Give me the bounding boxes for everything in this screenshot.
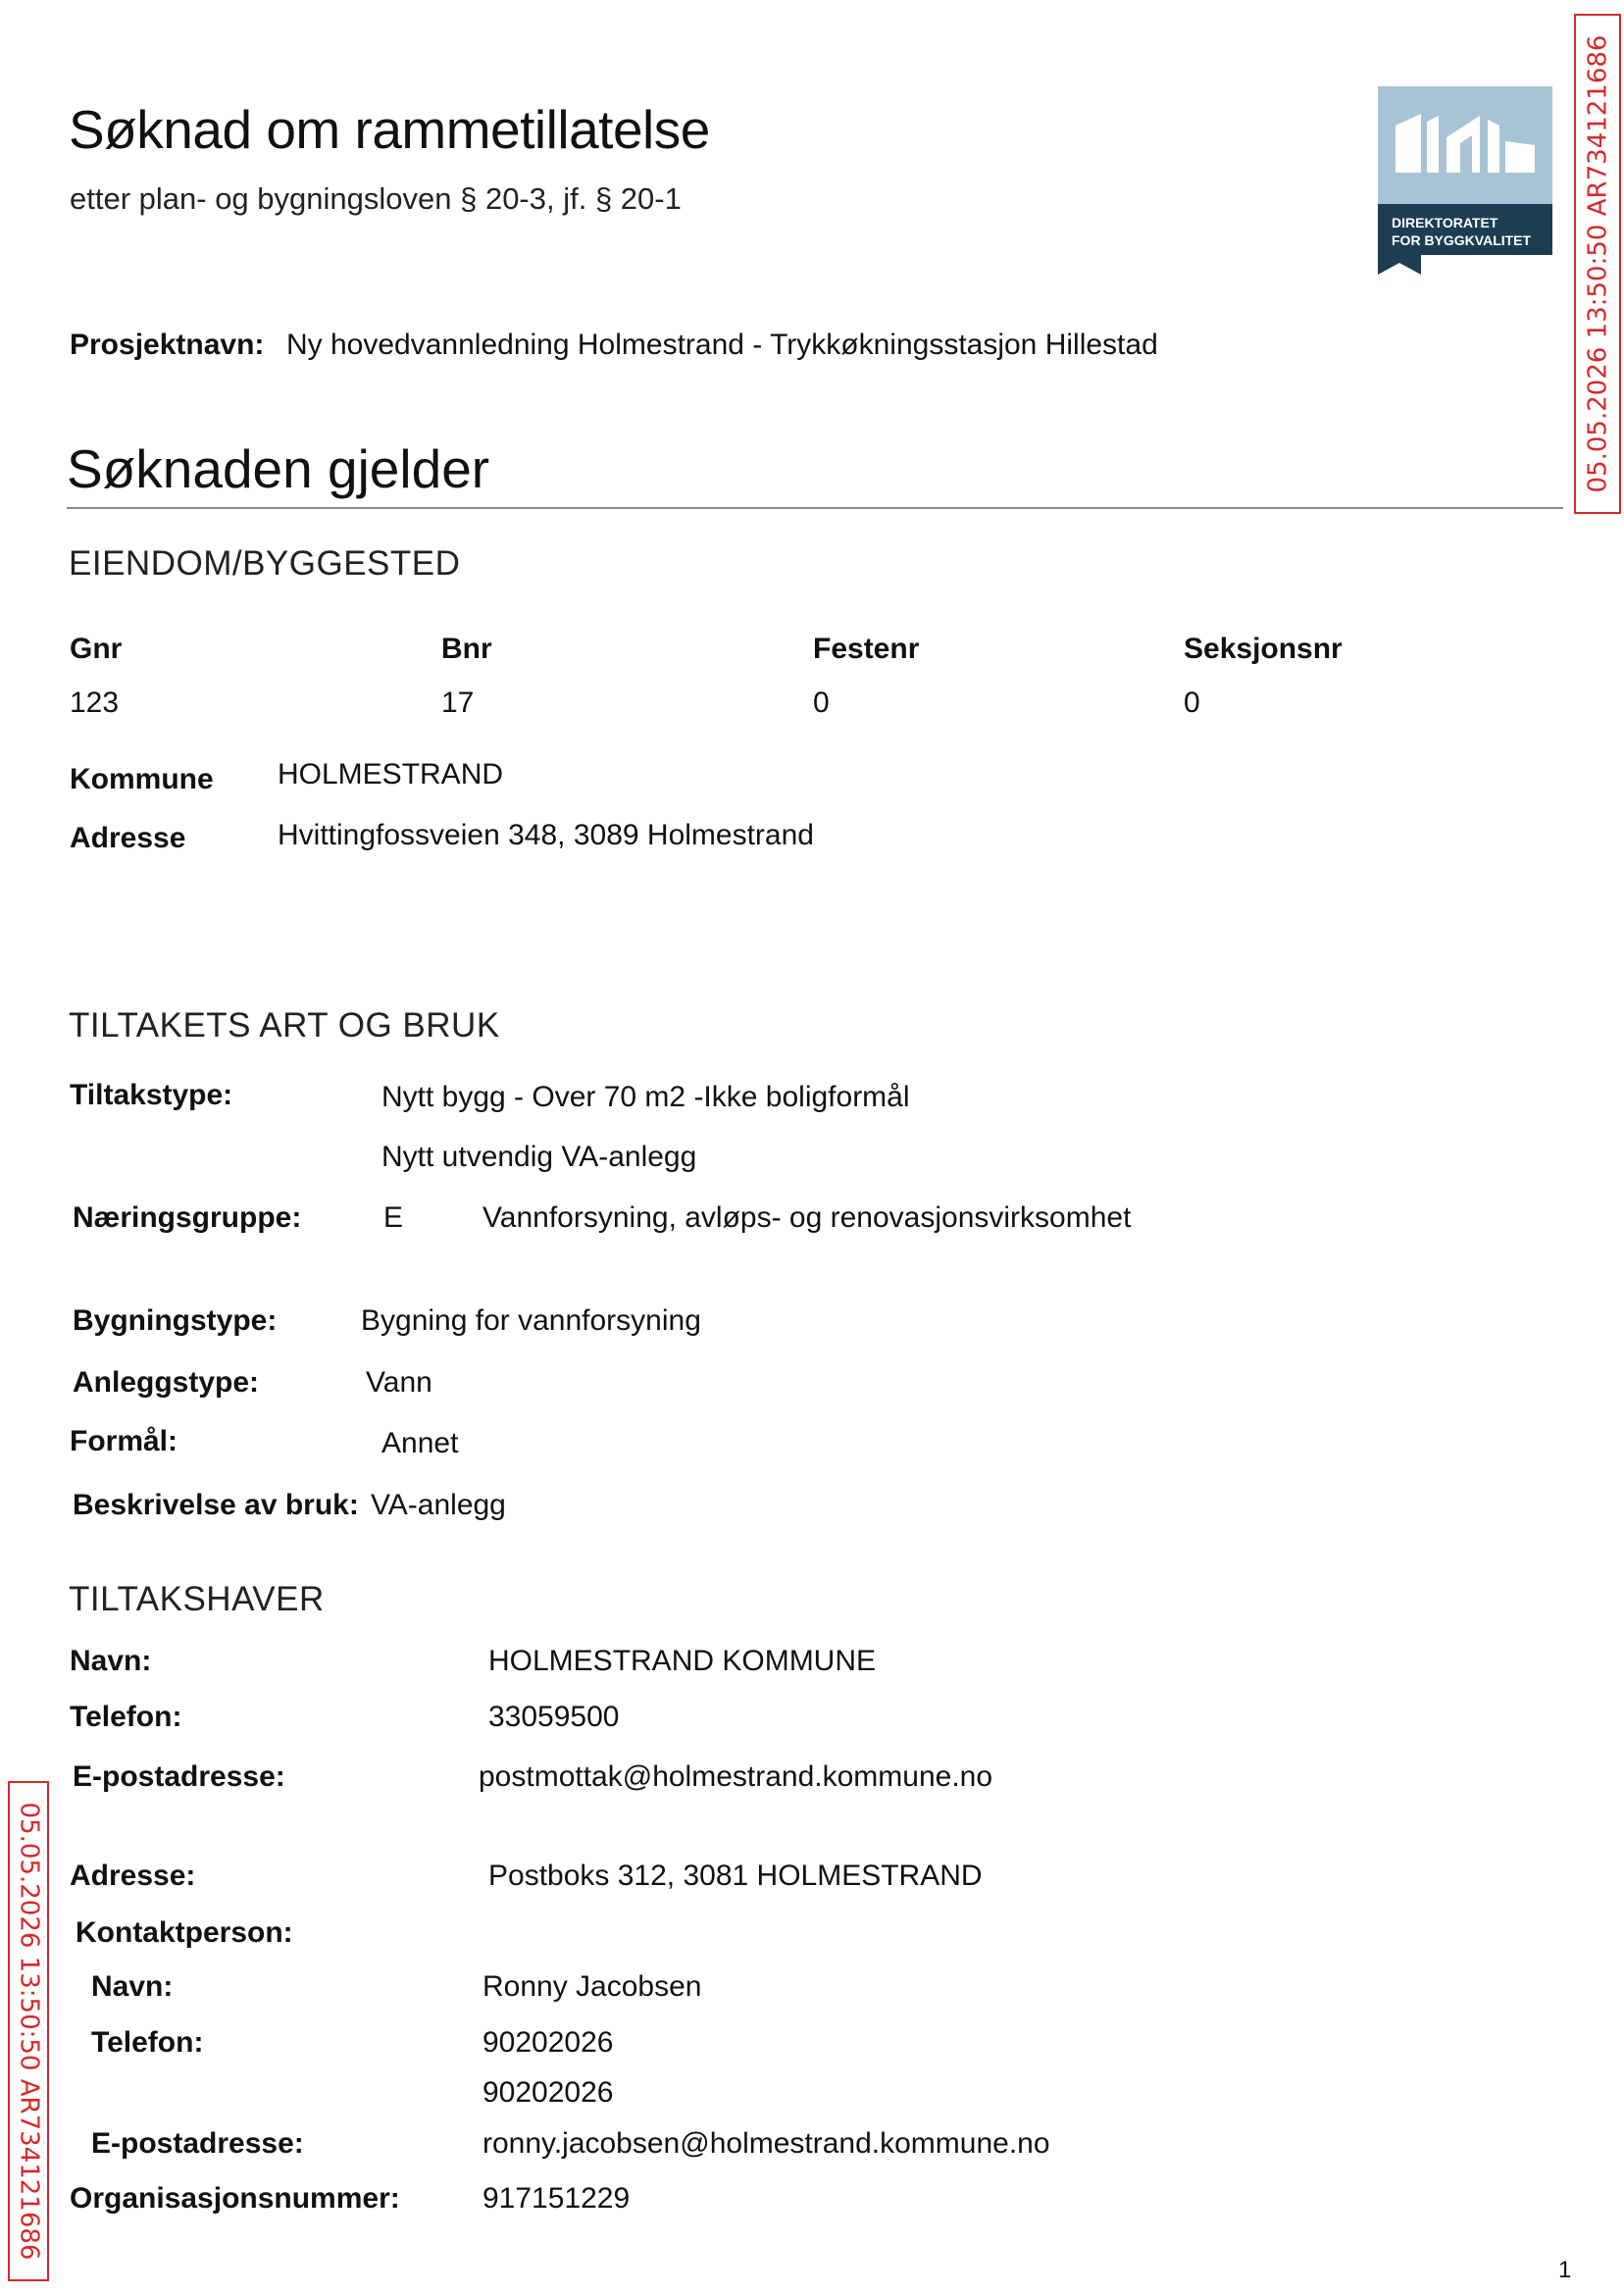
gnr-value: 123 xyxy=(70,687,120,719)
section-divider xyxy=(67,507,1563,509)
anleggstype-value: Vann xyxy=(366,1366,432,1399)
adresse-value: Hvittingfossveien 348, 3089 Holmestrand xyxy=(278,819,814,851)
stamp-text: 05.05.2026 13:50:50 AR734121686 xyxy=(1583,34,1612,493)
tiltakstype-label: Tiltakstype: xyxy=(70,1079,233,1111)
adresse-label: Adresse xyxy=(70,822,186,854)
dibk-logo xyxy=(1378,86,1552,275)
logo-text-line1: DIREKTORATET xyxy=(1392,215,1498,230)
page-title: Søknad om rammetillatelse xyxy=(69,99,710,160)
logo-ribbon xyxy=(1378,255,1421,275)
naeringsgruppe-label: Næringsgruppe: xyxy=(73,1201,302,1234)
kontakt-telefon-value-2: 90202026 xyxy=(482,2076,614,2109)
anleggstype-label: Anleggstype: xyxy=(73,1366,260,1399)
page-number: 1 xyxy=(1558,2257,1572,2283)
bnr-value: 17 xyxy=(441,687,475,719)
formal-value: Annet xyxy=(381,1427,459,1459)
tiltak-heading: TILTAKETS ART OG BRUK xyxy=(69,1006,500,1045)
beskrivelse-label: Beskrivelse av bruk: xyxy=(73,1489,359,1521)
beskrivelse-value: VA-anlegg xyxy=(371,1489,506,1521)
kommune-value: HOLMESTRAND xyxy=(278,758,504,790)
kontakt-telefon-label: Telefon: xyxy=(91,2026,204,2059)
page-subtitle: etter plan- og bygningsloven § 20-3, jf. § 20-1 xyxy=(70,181,682,216)
section-heading: Søknaden gjelder xyxy=(67,438,490,499)
tiltakshaver-telefon-label: Telefon: xyxy=(70,1701,182,1733)
tiltakstype-value-1: Nytt bygg - Over 70 m2 -Ikke boligformål xyxy=(381,1081,910,1113)
document-stamp-top xyxy=(1574,14,1621,514)
tiltakshaver-adresse-label: Adresse: xyxy=(70,1860,196,1892)
tiltakshaver-epost-value: postmottak@holmestrand.kommune.no xyxy=(479,1760,993,1793)
festenr-header: Festenr xyxy=(813,633,920,665)
tiltakshaver-navn-label: Navn: xyxy=(70,1645,152,1677)
bygningstype-label: Bygningstype: xyxy=(73,1304,278,1337)
kontakt-navn-value: Ronny Jacobsen xyxy=(482,1970,702,2003)
stamp-text: 05.05.2026 13:50:50 AR734121686 xyxy=(14,1802,43,2261)
naeringsgruppe-value: Vannforsyning, avløps- og renovasjonsvirksomhet xyxy=(482,1201,1132,1234)
festenr-value: 0 xyxy=(813,687,830,719)
document-stamp-bottom xyxy=(8,1781,49,2281)
kommune-label: Kommune xyxy=(70,763,214,795)
tiltakshaver-navn-value: HOLMESTRAND KOMMUNE xyxy=(488,1645,877,1677)
project-label: Prosjektnavn: xyxy=(70,329,265,361)
project-value: Ny hovedvannledning Holmestrand - Trykkøkningsstasjon Hillestad xyxy=(286,329,1158,361)
tiltakshaver-telefon-value: 33059500 xyxy=(488,1701,620,1733)
kontaktperson-label: Kontaktperson: xyxy=(76,1916,293,1949)
orgnr-value: 917151229 xyxy=(482,2182,631,2215)
tiltakshaver-epost-label: E-postadresse: xyxy=(73,1760,285,1793)
kontakt-telefon-value-1: 90202026 xyxy=(482,2026,614,2059)
logo-text-line2: FOR BYGGKVALITET xyxy=(1392,232,1532,248)
naeringsgruppe-code: E xyxy=(383,1201,404,1234)
kontakt-navn-label: Navn: xyxy=(91,1970,174,2003)
formal-label: Formål: xyxy=(70,1425,178,1457)
gnr-header: Gnr xyxy=(70,633,123,665)
eiendom-heading: EIENDOM/BYGGESTED xyxy=(69,544,461,583)
orgnr-label: Organisasjonsnummer: xyxy=(70,2182,400,2215)
seksjonsnr-value: 0 xyxy=(1184,687,1200,719)
bygningstype-value: Bygning for vannforsyning xyxy=(361,1304,701,1337)
seksjonsnr-header: Seksjonsnr xyxy=(1184,633,1343,665)
kontakt-epost-value: ronny.jacobsen@holmestrand.kommune.no xyxy=(482,2127,1050,2160)
tiltakshaver-heading: TILTAKSHAVER xyxy=(69,1580,325,1618)
kontakt-epost-label: E-postadresse: xyxy=(91,2127,304,2160)
tiltakshaver-adresse-value: Postboks 312, 3081 HOLMESTRAND xyxy=(488,1860,983,1892)
bnr-header: Bnr xyxy=(441,633,492,665)
tiltakstype-value-2: Nytt utvendig VA-anlegg xyxy=(381,1141,697,1173)
